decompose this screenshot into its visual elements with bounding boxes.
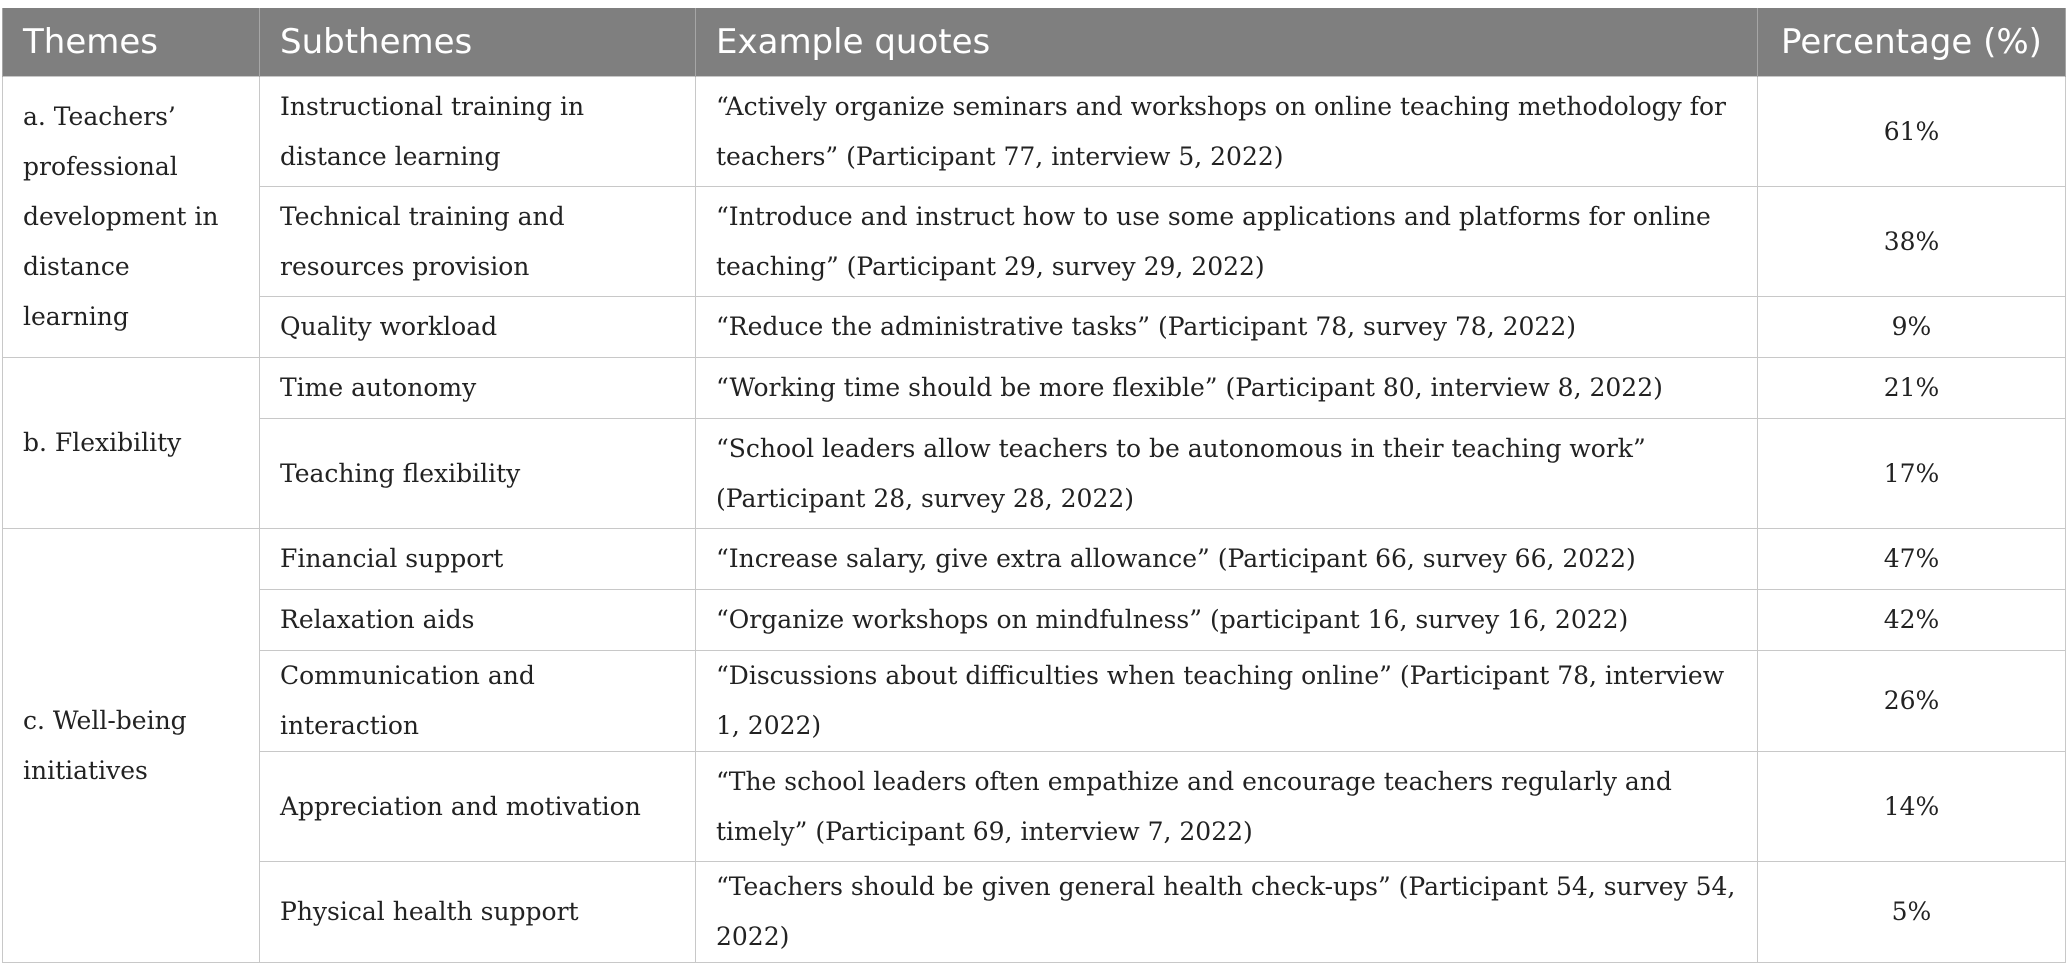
quote-cell: “The school leaders often empathize and encourage teachers regularly and timely” (Participant 69, interview 7, 2022) — [696, 752, 1758, 862]
table-row — [3, 187, 2066, 297]
subtheme-cell: Technical training and resources provision — [260, 187, 696, 297]
header-row — [3, 8, 2066, 77]
percentage-cell: 5% — [1758, 862, 2066, 963]
table-row — [3, 419, 2066, 529]
subtheme-cell: Appreciation and motivation — [260, 752, 696, 862]
quote-cell: “School leaders allow teachers to be autonomous in their teaching work” (Participant 28, survey 28, 2022) — [696, 419, 1758, 529]
table-row — [3, 297, 2066, 358]
quote-cell: “Organize workshops on mindfulness” (participant 16, survey 16, 2022) — [696, 590, 1758, 651]
quote-cell: “Introduce and instruct how to use some applications and platforms for online teaching” (Participant 29, survey 29, 2022) — [696, 187, 1758, 297]
table-row — [3, 590, 2066, 651]
theme-cell-professional-development: a. Teachers’ professional development in distance learning — [3, 77, 260, 358]
quote-cell: “Teachers should be given general health check-ups” (Participant 54, survey 54, 2022) — [696, 862, 1758, 963]
table-row — [3, 651, 2066, 752]
subtheme-cell: Financial support — [260, 529, 696, 590]
table-row — [3, 752, 2066, 862]
subtheme-cell: Quality workload — [260, 297, 696, 358]
percentage-cell: 21% — [1758, 358, 2066, 419]
theme-cell-flexibility: b. Flexibility — [3, 358, 260, 529]
percentage-cell: 42% — [1758, 590, 2066, 651]
table-row — [3, 77, 2066, 187]
table-row — [3, 358, 2066, 419]
subtheme-cell: Relaxation aids — [260, 590, 696, 651]
percentage-cell: 9% — [1758, 297, 2066, 358]
percentage-cell: 47% — [1758, 529, 2066, 590]
quote-cell: “Reduce the administrative tasks” (Participant 78, survey 78, 2022) — [696, 297, 1758, 358]
subtheme-cell: Physical health support — [260, 862, 696, 963]
percentage-cell: 61% — [1758, 77, 2066, 187]
quote-cell: “Working time should be more flexible” (Participant 80, interview 8, 2022) — [696, 358, 1758, 419]
percentage-cell: 14% — [1758, 752, 2066, 862]
themes-table — [2, 8, 2066, 963]
percentage-cell: 26% — [1758, 651, 2066, 752]
percentage-cell: 17% — [1758, 419, 2066, 529]
subtheme-cell: Time autonomy — [260, 358, 696, 419]
quote-cell: “Actively organize seminars and workshops on online teaching methodology for teachers” (Participant 77, interview 5, 2022) — [696, 77, 1758, 187]
header-subthemes: Subthemes — [260, 8, 696, 77]
header-example-quotes: Example quotes — [696, 8, 1758, 77]
quote-cell: “Discussions about difficulties when teaching online” (Participant 78, interview 1, 2022) — [696, 651, 1758, 752]
header-percentage: Percentage (%) — [1758, 8, 2066, 77]
percentage-cell: 38% — [1758, 187, 2066, 297]
subtheme-cell: Communication and interaction — [260, 651, 696, 752]
theme-cell-well-being: c. Well-being initiatives — [3, 529, 260, 963]
subtheme-cell: Teaching flexibility — [260, 419, 696, 529]
table-row — [3, 862, 2066, 963]
subtheme-cell: Instructional training in distance learning — [260, 77, 696, 187]
header-themes: Themes — [3, 8, 260, 77]
quote-cell: “Increase salary, give extra allowance” (Participant 66, survey 66, 2022) — [696, 529, 1758, 590]
table-row — [3, 529, 2066, 590]
